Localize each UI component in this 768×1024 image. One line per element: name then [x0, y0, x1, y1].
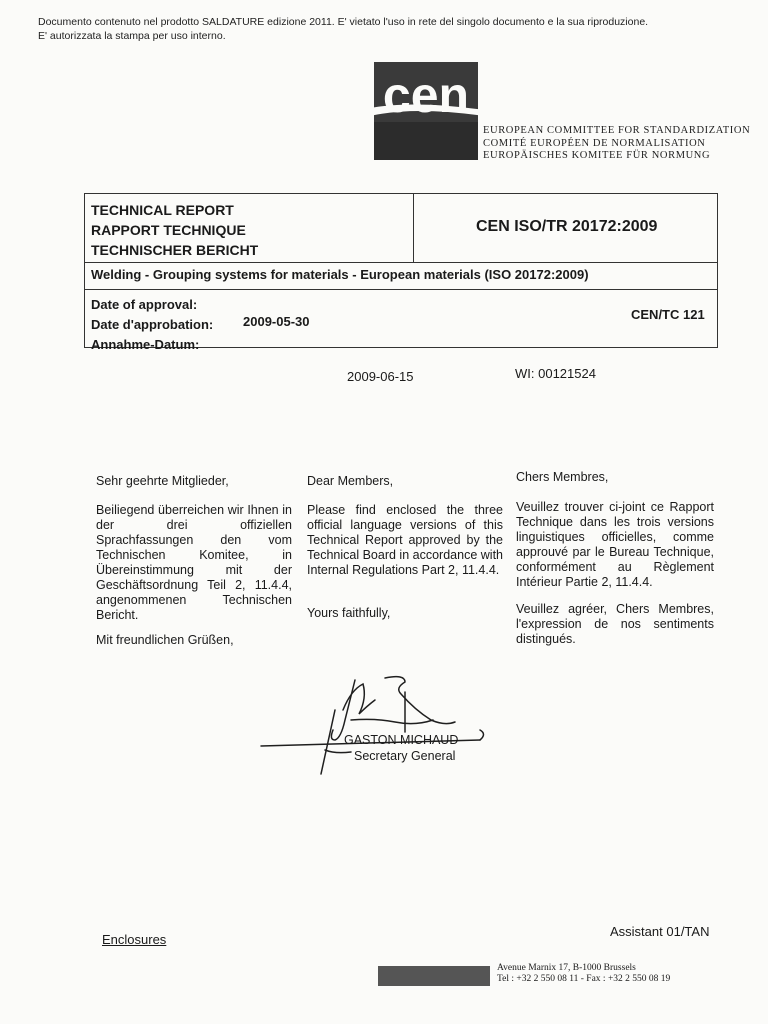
organization-name-fr: COMITÉ EUROPÉEN DE NORMALISATION — [483, 137, 706, 149]
copyright-notice-line: E' autorizzata la stampa per uso interno. — [38, 30, 226, 42]
letter-column-de — [96, 474, 292, 648]
approval-date: 2009-05-30 — [243, 314, 310, 329]
document-number: CEN ISO/TR 20172:2009 — [476, 218, 658, 235]
divider — [84, 262, 718, 263]
salutation-de: Sehr geehrte Mitglieder, — [96, 474, 229, 488]
organization-name-de: EUROPÄISCHES KOMITEE FÜR NORMUNG — [483, 150, 711, 161]
closing-en: Yours faithfully, — [307, 606, 391, 620]
approval-label-en: Date of approval: — [91, 297, 198, 312]
salutation-en: Dear Members, — [307, 474, 394, 488]
assistant-reference: Assistant 01/TAN — [610, 924, 710, 939]
organization-name-en: EUROPEAN COMMITTEE FOR STANDARDIZATION — [483, 125, 751, 136]
signatory-title: Secretary General — [354, 749, 456, 763]
cen-logo — [374, 62, 478, 160]
cen-logo-text: cen — [382, 67, 470, 123]
closing-de: Mit freundlichen Grüßen, — [96, 633, 234, 647]
report-type-en: TECHNICAL REPORT — [91, 202, 234, 218]
contact-line: Tel : +32 2 550 08 11 - Fax : +32 2 550 08 19 — [497, 974, 671, 984]
handwritten-signature — [255, 670, 495, 790]
report-type-labels — [91, 200, 258, 260]
address-block — [497, 963, 670, 985]
letter-column-en — [307, 474, 503, 621]
footer-logo-bar — [378, 966, 490, 986]
copyright-notice-line: Documento contenuto nel prodotto SALDATURE edizione 2011. E' vietato l'uso in rete del singolo documento e la sua riproduzione. — [38, 16, 649, 28]
body-en: Please find enclosed the three official language versions of this Technical Report approved by the Technical Board in accordance with Internal Regulations Part 2, 11.4.4. — [307, 503, 503, 577]
signatory-name: GASTON MICHAUD — [344, 733, 459, 747]
divider — [84, 289, 718, 290]
signatory — [344, 732, 458, 764]
report-type-de: TECHNISCHER BERICHT — [91, 242, 259, 258]
cen-logo-mark — [374, 62, 478, 160]
salutation-fr: Chers Membres, — [516, 470, 609, 484]
letter-date: 2009-06-15 — [347, 369, 414, 384]
report-subject: Welding - Grouping systems for materials - European materials (ISO 20172:2009) — [91, 267, 589, 282]
address-line: Avenue Marnix 17, B-1000 Brussels — [497, 963, 636, 973]
body-fr: Veuillez trouver ci-joint ce Rapport Technique dans les trois versions linguistiques officielles, comme approuvé par le Bureau Technique, conformément au Règlement Intérieur Partie 2, 11.4.4. — [516, 500, 714, 589]
letter-column-fr — [516, 470, 714, 647]
work-item-number: WI: 00121524 — [515, 366, 596, 381]
approval-label-fr: Date d'approbation: — [91, 317, 214, 332]
organization-names — [483, 125, 750, 163]
report-type-fr: RAPPORT TECHNIQUE — [91, 222, 246, 238]
approval-labels — [91, 295, 213, 355]
approval-label-de: Annahme-Datum: — [91, 337, 200, 352]
closing-fr: Veuillez agréer, Chers Membres, l'expression de nos sentiments distingués. — [516, 602, 714, 646]
technical-committee: CEN/TC 121 — [631, 307, 705, 322]
copyright-notice — [38, 15, 648, 43]
enclosures-label: Enclosures — [102, 932, 167, 947]
body-de: Beiliegend überreichen wir Ihnen in der drei offiziellen Sprachfassungen den vom Technischen Komitee, in Übereinstimmung mit der Geschäftsordnung Teil 2, 11.4.4, angenommenen Technischen Bericht. — [96, 503, 292, 622]
